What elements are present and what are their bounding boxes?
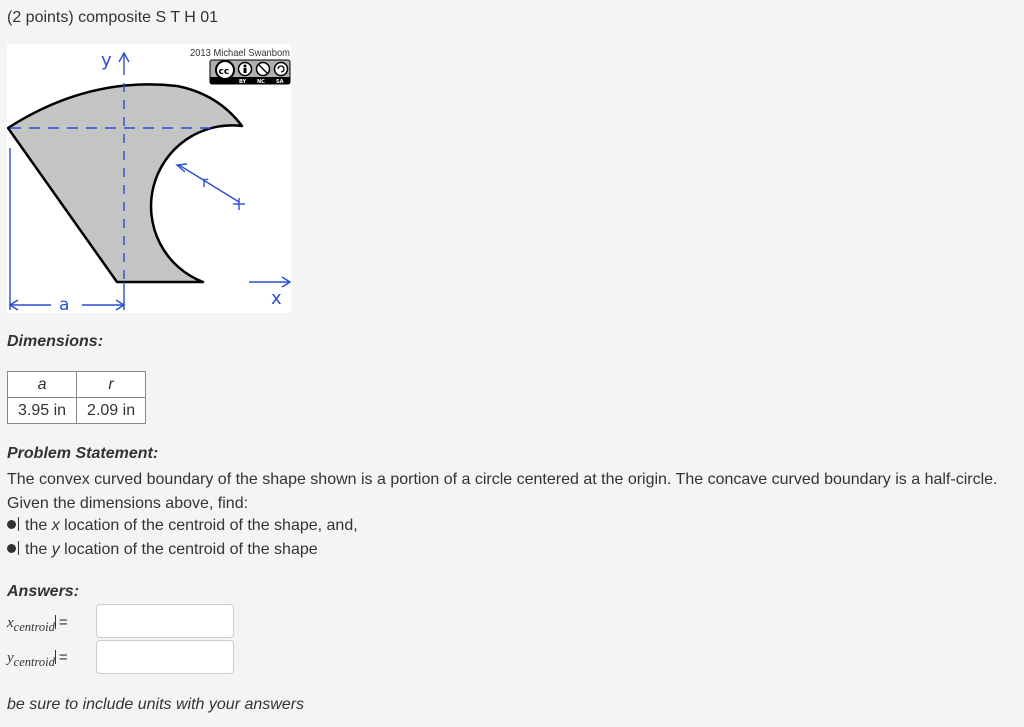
cc-by-nc-sa-icon — [210, 60, 290, 85]
license-label-nc: NC — [257, 79, 265, 85]
answers-heading: Answers: — [7, 583, 80, 600]
dimension-header-a: a — [8, 372, 77, 398]
y-centroid-label: $y_{centroid}$ = — [7, 649, 68, 669]
units-footnote: be sure to include units with your answers — [7, 696, 305, 713]
license-label-by: BY — [239, 79, 247, 85]
y-centroid-input[interactable] — [96, 640, 234, 674]
x-centroid-input[interactable] — [96, 604, 234, 638]
figure-credit: 2013 Michael Swanbom — [190, 47, 291, 59]
dimension-value-r: 2.09 in — [77, 398, 146, 424]
dimensions-heading: Dimensions: — [7, 333, 104, 350]
svg-text:cc: cc — [218, 67, 230, 77]
bullet-item: the x location of the centroid of the shape, and, — [7, 514, 358, 538]
dimension-value-a: 3.95 in — [8, 398, 77, 424]
dimension-header-r: r — [77, 372, 146, 398]
dimensions-table — [7, 371, 146, 424]
bullet-dot-icon — [7, 520, 16, 529]
license-label-sa: SA — [276, 79, 284, 85]
label-a: a — [59, 295, 70, 313]
label-r: r — [202, 173, 209, 191]
x-centroid-label: $x_{centroid}$ = — [7, 614, 68, 634]
label-x: x — [271, 288, 282, 309]
problem-statement-text: The convex curved boundary of the shape shown is a portion of a circle centered at the origin. The concave curved boundary is a half-circle. Given the dimensions above, find: — [7, 471, 998, 512]
problem-title: (2 points) composite S T H 01 — [7, 9, 219, 26]
label-y: y — [101, 50, 112, 71]
problem-figure — [7, 44, 291, 313]
radius-arrow — [179, 165, 239, 202]
bullet-dot-icon — [7, 544, 16, 553]
problem-statement-heading: Problem Statement: — [7, 445, 159, 462]
bullet-item: the y location of the centroid of the shape — [7, 538, 318, 562]
